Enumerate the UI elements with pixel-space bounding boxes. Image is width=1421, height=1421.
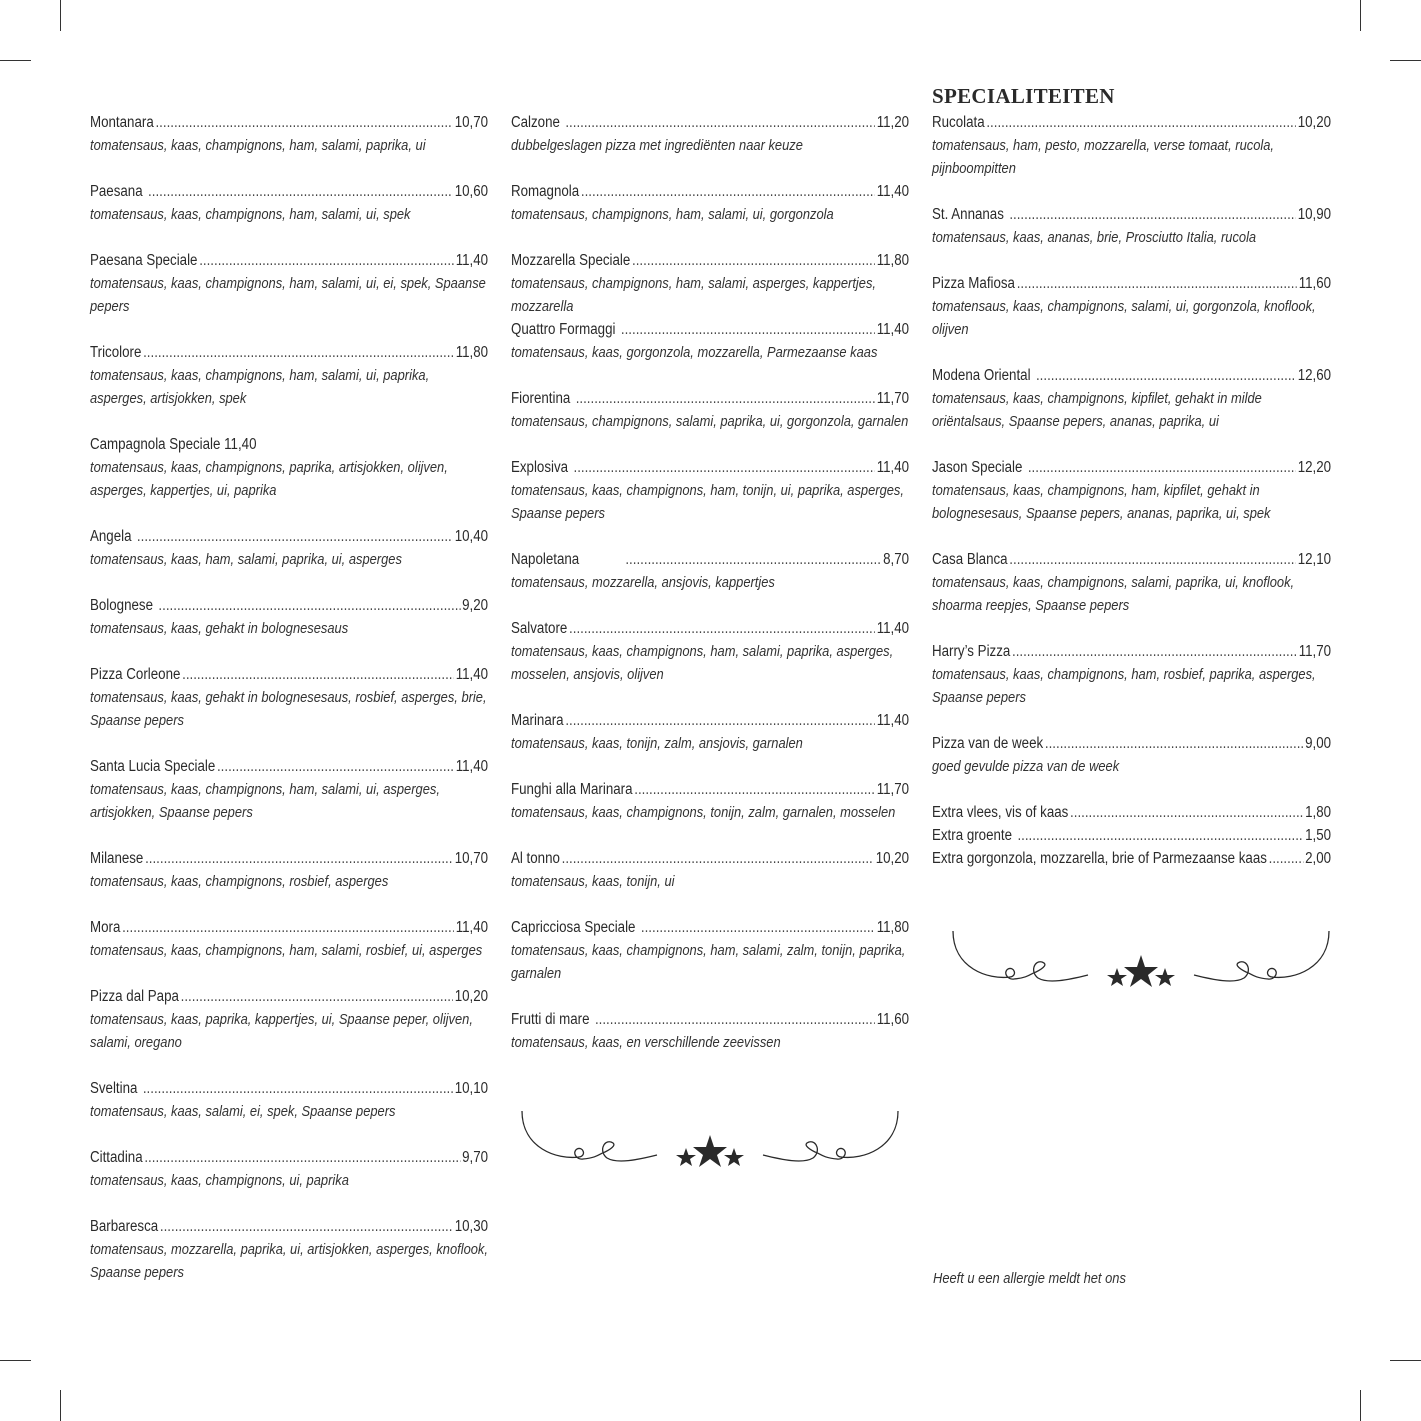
menu-item-price: 11,40 [876,620,910,637]
menu-item-price: 10,40 [454,528,489,545]
menu-item-price: 11,20 [876,114,910,131]
menu-item [90,180,488,226]
menu-item-description: tomatensaus, kaas, champignons, ham, salami, zalm, tonijn, paprika, garnalen [511,942,906,982]
crop-mark [1360,1390,1361,1421]
menu-item-line [511,617,909,640]
menu-item [90,525,488,571]
dot-leader [621,318,875,341]
menu-item-name: Paesana Speciale [90,252,198,269]
menu-item-line [932,640,1331,663]
menu-item-description: tomatensaus, kaas, tonijn, zalm, ansjovis, garnalen [511,735,803,752]
menu-item-price: 10,70 [454,850,489,867]
menu-column-1 [90,111,488,1307]
menu-item-line [511,249,909,272]
menu-item-name: Al tonno [511,850,560,867]
menu-item [932,456,1331,525]
menu-item-description: tomatensaus, kaas, paprika, kappertjes, ui, Spaanse peper, olijven, salami, oregano [90,1011,473,1051]
menu-item-name: Tricolore [90,344,142,361]
menu-item-line [90,249,488,272]
menu-item-price: 12,20 [1297,459,1332,476]
menu-item-line [511,847,909,870]
menu-item-price: 10,10 [454,1080,489,1097]
menu-item-name: Quattro Formaggi [511,321,620,338]
menu-item-price: 11,60 [1298,275,1332,292]
menu-item-name: Pizza Mafiosa [932,275,1015,292]
dot-leader [1036,364,1296,387]
menu-item-line [932,732,1331,755]
menu-item-description: tomatensaus, mozzarella, paprika, ui, artisjokken, asperges, knoflook, Spaanse pepers [90,1241,488,1281]
menu-item-description: tomatensaus, kaas, gorgonzola, mozzarella, Parmezaanse kaas [511,344,878,361]
menu-item [90,1215,488,1284]
menu-item [511,778,909,824]
dot-leader [569,617,875,640]
dot-leader [182,663,454,686]
menu-item-name: Pizza dal Papa [90,988,179,1005]
menu-item-price: 12,10 [1297,551,1332,568]
menu-item [90,341,488,410]
dot-leader [217,755,454,778]
menu-item-name: Santa Lucia Speciale [90,758,216,775]
menu-item-name: Milanese [90,850,144,867]
menu-item-name: Pizza Corleone [90,666,181,683]
menu-item-price: 1,80 [1305,804,1332,821]
menu-item-description: tomatensaus, kaas, champignons, ham, kipfilet, gehakt in bolognesesaus, Spaanse pepers, ananas, paprika, ui, spek [932,482,1271,522]
three-stars-icon [676,1135,744,1167]
menu-item-price: 10,20 [1297,114,1332,131]
crop-mark [1390,60,1421,61]
menu-item-description: tomatensaus, kaas, salami, ei, spek, Spaanse pepers [90,1103,396,1120]
menu-item-line [90,1077,488,1100]
menu-item-price: 11,40 [876,183,910,200]
menu-item-name: Cittadina [90,1149,143,1166]
menu-item-description: tomatensaus, kaas, champignons, kipfilet, gehakt in milde oriëntalsaus, Spaanse pepers, ananas, paprika, ui [932,390,1262,430]
dot-leader [1009,548,1296,571]
menu-item-description: tomatensaus, kaas, champignons, ham, salami, ui, ei, spek, Spaanse pepers [90,275,486,315]
menu-item-line [932,824,1331,847]
menu-item-name: Extra gorgonzola, mozzarella, brie of Parmezaanse kaas [932,850,1267,867]
menu-item [511,916,909,985]
menu-item-name: Fiorentina [511,390,574,407]
menu-item [511,617,909,686]
menu-item-description: tomatensaus, champignons, ham, salami, ui, gorgonzola [511,206,834,223]
dot-leader [1070,801,1303,824]
menu-item-name: Bolognese [90,597,157,614]
menu-item [511,548,909,594]
menu-item-line [932,111,1331,134]
menu-item-line [511,548,909,571]
menu-item [932,801,1331,824]
dot-leader [1017,824,1303,847]
menu-item [90,755,488,824]
menu-item-price: 8,70 [883,551,910,568]
menu-item-description: tomatensaus, kaas, champignons, salami, paprika, ui, knoflook, shoarma reepjes, Spaanse pepers [932,574,1295,614]
menu-item-name: Romagnola [511,183,580,200]
menu-item-line [90,111,488,134]
menu-item [90,1077,488,1123]
menu-item-line [90,594,488,617]
dot-leader [122,916,454,939]
menu-item-line [932,364,1331,387]
menu-item-name: Extra vlees, vis of kaas [932,804,1069,821]
swirl-ornament-icon [948,928,1334,990]
dot-leader [1028,456,1296,479]
menu-item-line [511,709,909,732]
menu-item-line [90,1146,488,1169]
menu-item [90,1146,488,1192]
menu-item-name: Barbaresca [90,1218,159,1235]
menu-item-line [932,847,1331,870]
dot-leader [986,111,1296,134]
menu-item [511,1008,909,1054]
menu-item-line [90,341,488,364]
menu-item-price: 11,80 [455,344,489,361]
menu-item-name: Explosiva [511,459,572,476]
menu-item-description: goed gevulde pizza van de week [932,758,1120,775]
menu-item-line [90,525,488,548]
menu-item-line [511,111,909,134]
menu-item-description: tomatensaus, champignons, salami, paprika, ui, gorgonzola, garnalen [511,413,909,430]
menu-item-line [90,1215,488,1238]
menu-item-line [932,272,1331,295]
menu-item-description: tomatensaus, kaas, gehakt in bolognesesaus [90,620,349,637]
menu-item-price: 10,20 [454,988,489,1005]
menu-item-description: tomatensaus, kaas, champignons, paprika, artisjokken, olijven, asperges, kappertjes, ui, paprika [90,459,448,499]
crop-mark [60,1390,61,1421]
dot-leader [1017,272,1297,295]
menu-item-name: Campagnola Speciale 11,40 [90,436,257,453]
menu-item-price: 11,40 [455,252,489,269]
menu-item-name: Mozzarella Speciale [511,252,631,269]
menu-item-description: tomatensaus, kaas, champignons, ham, salami, ui, paprika, asperges, artisjokken, spek [90,367,430,407]
dot-leader [160,1215,453,1238]
menu-item [932,272,1331,341]
dot-leader [144,1146,460,1169]
extras-list [932,801,1331,870]
menu-item-price: 11,80 [876,919,910,936]
menu-item-description: tomatensaus, kaas, ham, salami, paprika, ui, asperges [90,551,402,568]
menu-item-description: tomatensaus, mozzarella, ansjovis, kappertjes [511,574,775,591]
menu-item [90,916,488,962]
crop-mark [60,0,61,31]
menu-item-name: Modena Oriental [932,367,1035,384]
menu-item-description: tomatensaus, kaas, champignons, tonijn, zalm, garnalen, mosselen [511,804,896,821]
menu-item-name: Rucolata [932,114,985,131]
three-stars-icon [1107,955,1175,987]
menu-item-description: tomatensaus, kaas, champignons, salami, ui, gorgonzola, knoflook, olijven [932,298,1316,338]
allergy-note: Heeft u een allergie meldt het ons [933,1270,1126,1287]
menu-item [932,203,1331,249]
menu-item-line [90,985,488,1008]
dot-leader [581,180,875,203]
menu-item-name: Extra groente [932,827,1016,844]
dot-leader [155,111,453,134]
menu-item-name: Salvatore [511,620,568,637]
menu-item-line [90,433,488,456]
dot-leader [1269,847,1304,870]
menu-item-name: Casa Blanca [932,551,1008,568]
menu-item [511,111,909,157]
dot-leader [181,985,453,1008]
dot-leader [576,387,875,410]
menu-item [511,387,909,433]
menu-item-description: tomatensaus, kaas, champignons, ham, salami, ui, asperges, artisjokken, Spaanse pepers [90,781,440,821]
menu-item [932,640,1331,709]
dot-leader [148,180,453,203]
menu-item-price: 9,70 [462,1149,489,1166]
dot-leader [143,341,454,364]
menu-item-description: tomatensaus, kaas, champignons, ham, rosbief, paprika, asperges, Spaanse pepers [932,666,1316,706]
dot-leader [595,1008,875,1031]
dot-leader [562,847,874,870]
menu-item-price: 11,60 [876,1011,910,1028]
menu-item [511,180,909,226]
menu-item-line [90,180,488,203]
menu-item [932,364,1331,433]
menu-item [932,548,1331,617]
menu-item-price: 9,00 [1305,735,1332,752]
menu-item [511,318,909,364]
menu-item-name: Funghi alla Marinara [511,781,633,798]
menu-item-price: 11,40 [876,459,910,476]
menu-item [90,111,488,157]
menu-item-price: 10,30 [454,1218,489,1235]
menu-item-description: tomatensaus, champignons, ham, salami, asperges, kappertjes, mozzarella [511,275,876,315]
crop-mark [1390,1360,1421,1361]
menu-item-description: tomatensaus, ham, pesto, mozzarella, verse tomaat, rucola, pijnboompitten [932,137,1275,177]
menu-item-line [511,456,909,479]
menu-item-price: 11,70 [1298,643,1332,660]
dot-leader [641,916,875,939]
menu-item [90,433,488,502]
menu-item [932,824,1331,847]
menu-item-price: 1,50 [1305,827,1332,844]
menu-item-line [90,916,488,939]
menu-item-price: 11,70 [876,390,910,407]
dot-leader [1009,203,1296,226]
menu-item-price: 9,20 [462,597,489,614]
menu-item-description: tomatensaus, kaas, champignons, ham, salami, rosbief, ui, asperges [90,942,483,959]
menu-item-line [511,318,909,341]
menu-item-description: tomatensaus, kaas, champignons, rosbief, asperges [90,873,389,890]
menu-item-name: St. Annanas [932,206,1008,223]
menu-item [511,709,909,755]
menu-column-2 [511,111,909,1077]
menu-item-description: tomatensaus, kaas, champignons, ham, salami, ui, spek [90,206,411,223]
menu-item-name: Harry’s Pizza [932,643,1011,660]
swirl-ornament-icon [517,1108,903,1170]
menu-item-price: 2,00 [1305,850,1332,867]
menu-item-line [511,916,909,939]
dot-leader [137,525,453,548]
crop-mark [1360,0,1361,31]
dot-leader [1045,732,1304,755]
menu-item [932,111,1331,180]
menu-item [90,594,488,640]
menu-item-description: tomatensaus, kaas, champignons, ham, salami, paprika, ui [90,137,426,154]
dot-leader [634,778,875,801]
menu-item [932,847,1331,870]
menu-item-name: Sveltina [90,1080,142,1097]
dot-leader [199,249,454,272]
dot-leader [143,1077,453,1100]
menu-item [511,249,909,318]
menu-item [511,456,909,525]
dot-leader [565,111,875,134]
menu-item-price: 10,20 [875,850,910,867]
menu-item-line [90,663,488,686]
menu-item [932,732,1331,778]
menu-item-name: Pizza van de week [932,735,1044,752]
menu-item-description: tomatensaus, kaas, tonijn, ui [511,873,675,890]
menu-item-line [932,203,1331,226]
menu-item-price: 11,40 [455,666,489,683]
menu-item-line [511,1008,909,1031]
menu-item-name: Paesana [90,183,147,200]
menu-item-line [511,180,909,203]
menu-item-line [932,801,1331,824]
menu-item [90,985,488,1054]
menu-item-name: Montanara [90,114,154,131]
menu-item-price: 11,40 [876,321,910,338]
menu-item-description: dubbelgeslagen pizza met ingrediënten naar keuze [511,137,803,154]
menu-item-name: Capricciosa Speciale [511,919,640,936]
dot-leader [625,548,881,571]
menu-item-line [511,778,909,801]
menu-item-name: Frutti di mare [511,1011,594,1028]
menu-item-name: Napoletana [511,551,624,568]
menu-item-line [932,456,1331,479]
dot-leader [632,249,875,272]
section-title-specialiteiten: SPECIALITEITEN [932,84,1115,108]
menu-item-description: tomatensaus, kaas, gehakt in bolognesesaus, rosbief, asperges, brie, Spaanse pepers [90,689,487,729]
dot-leader [573,456,874,479]
dot-leader [1012,640,1297,663]
menu-item-price: 10,60 [454,183,489,200]
menu-item-line [511,387,909,410]
menu-item-name: Mora [90,919,121,936]
menu-item-price: 12,60 [1297,367,1332,384]
menu-item-description: tomatensaus, kaas, champignons, ham, salami, paprika, asperges, mosselen, ansjovis, olijven [511,643,894,683]
menu-item-description: tomatensaus, kaas, ananas, brie, Prosciutto Italia, rucola [932,229,1257,246]
menu-item-price: 10,70 [454,114,489,131]
crop-mark [0,1360,31,1361]
menu-item-price: 11,40 [455,919,489,936]
menu-item-price: 11,40 [876,712,910,729]
menu-item-price: 10,90 [1297,206,1332,223]
menu-item-line [932,548,1331,571]
menu-item-price: 11,70 [876,781,910,798]
menu-item-name: Calzone [511,114,564,131]
menu-column-specialiteiten [932,111,1331,870]
dot-leader [158,594,460,617]
menu-item-description: tomatensaus, kaas, champignons, ham, tonijn, ui, paprika, asperges, Spaanse pepers [511,482,904,522]
menu-item [511,847,909,893]
menu-item [90,847,488,893]
menu-item-name: Angela [90,528,136,545]
menu-item-price: 11,80 [876,252,910,269]
menu-item-name: Jason Speciale [932,459,1027,476]
menu-item-description: tomatensaus, kaas, champignons, ui, paprika [90,1172,349,1189]
menu-item [90,663,488,732]
menu-item-description: tomatensaus, kaas, en verschillende zeevissen [511,1034,781,1051]
menu-item-price: 11,40 [455,758,489,775]
menu-item-name: Marinara [511,712,564,729]
specialiteiten-list [932,111,1331,778]
dot-leader [565,709,875,732]
dot-leader [145,847,453,870]
crop-mark [0,60,31,61]
menu-item-line [90,847,488,870]
menu-item [90,249,488,318]
menu-item-line [90,755,488,778]
